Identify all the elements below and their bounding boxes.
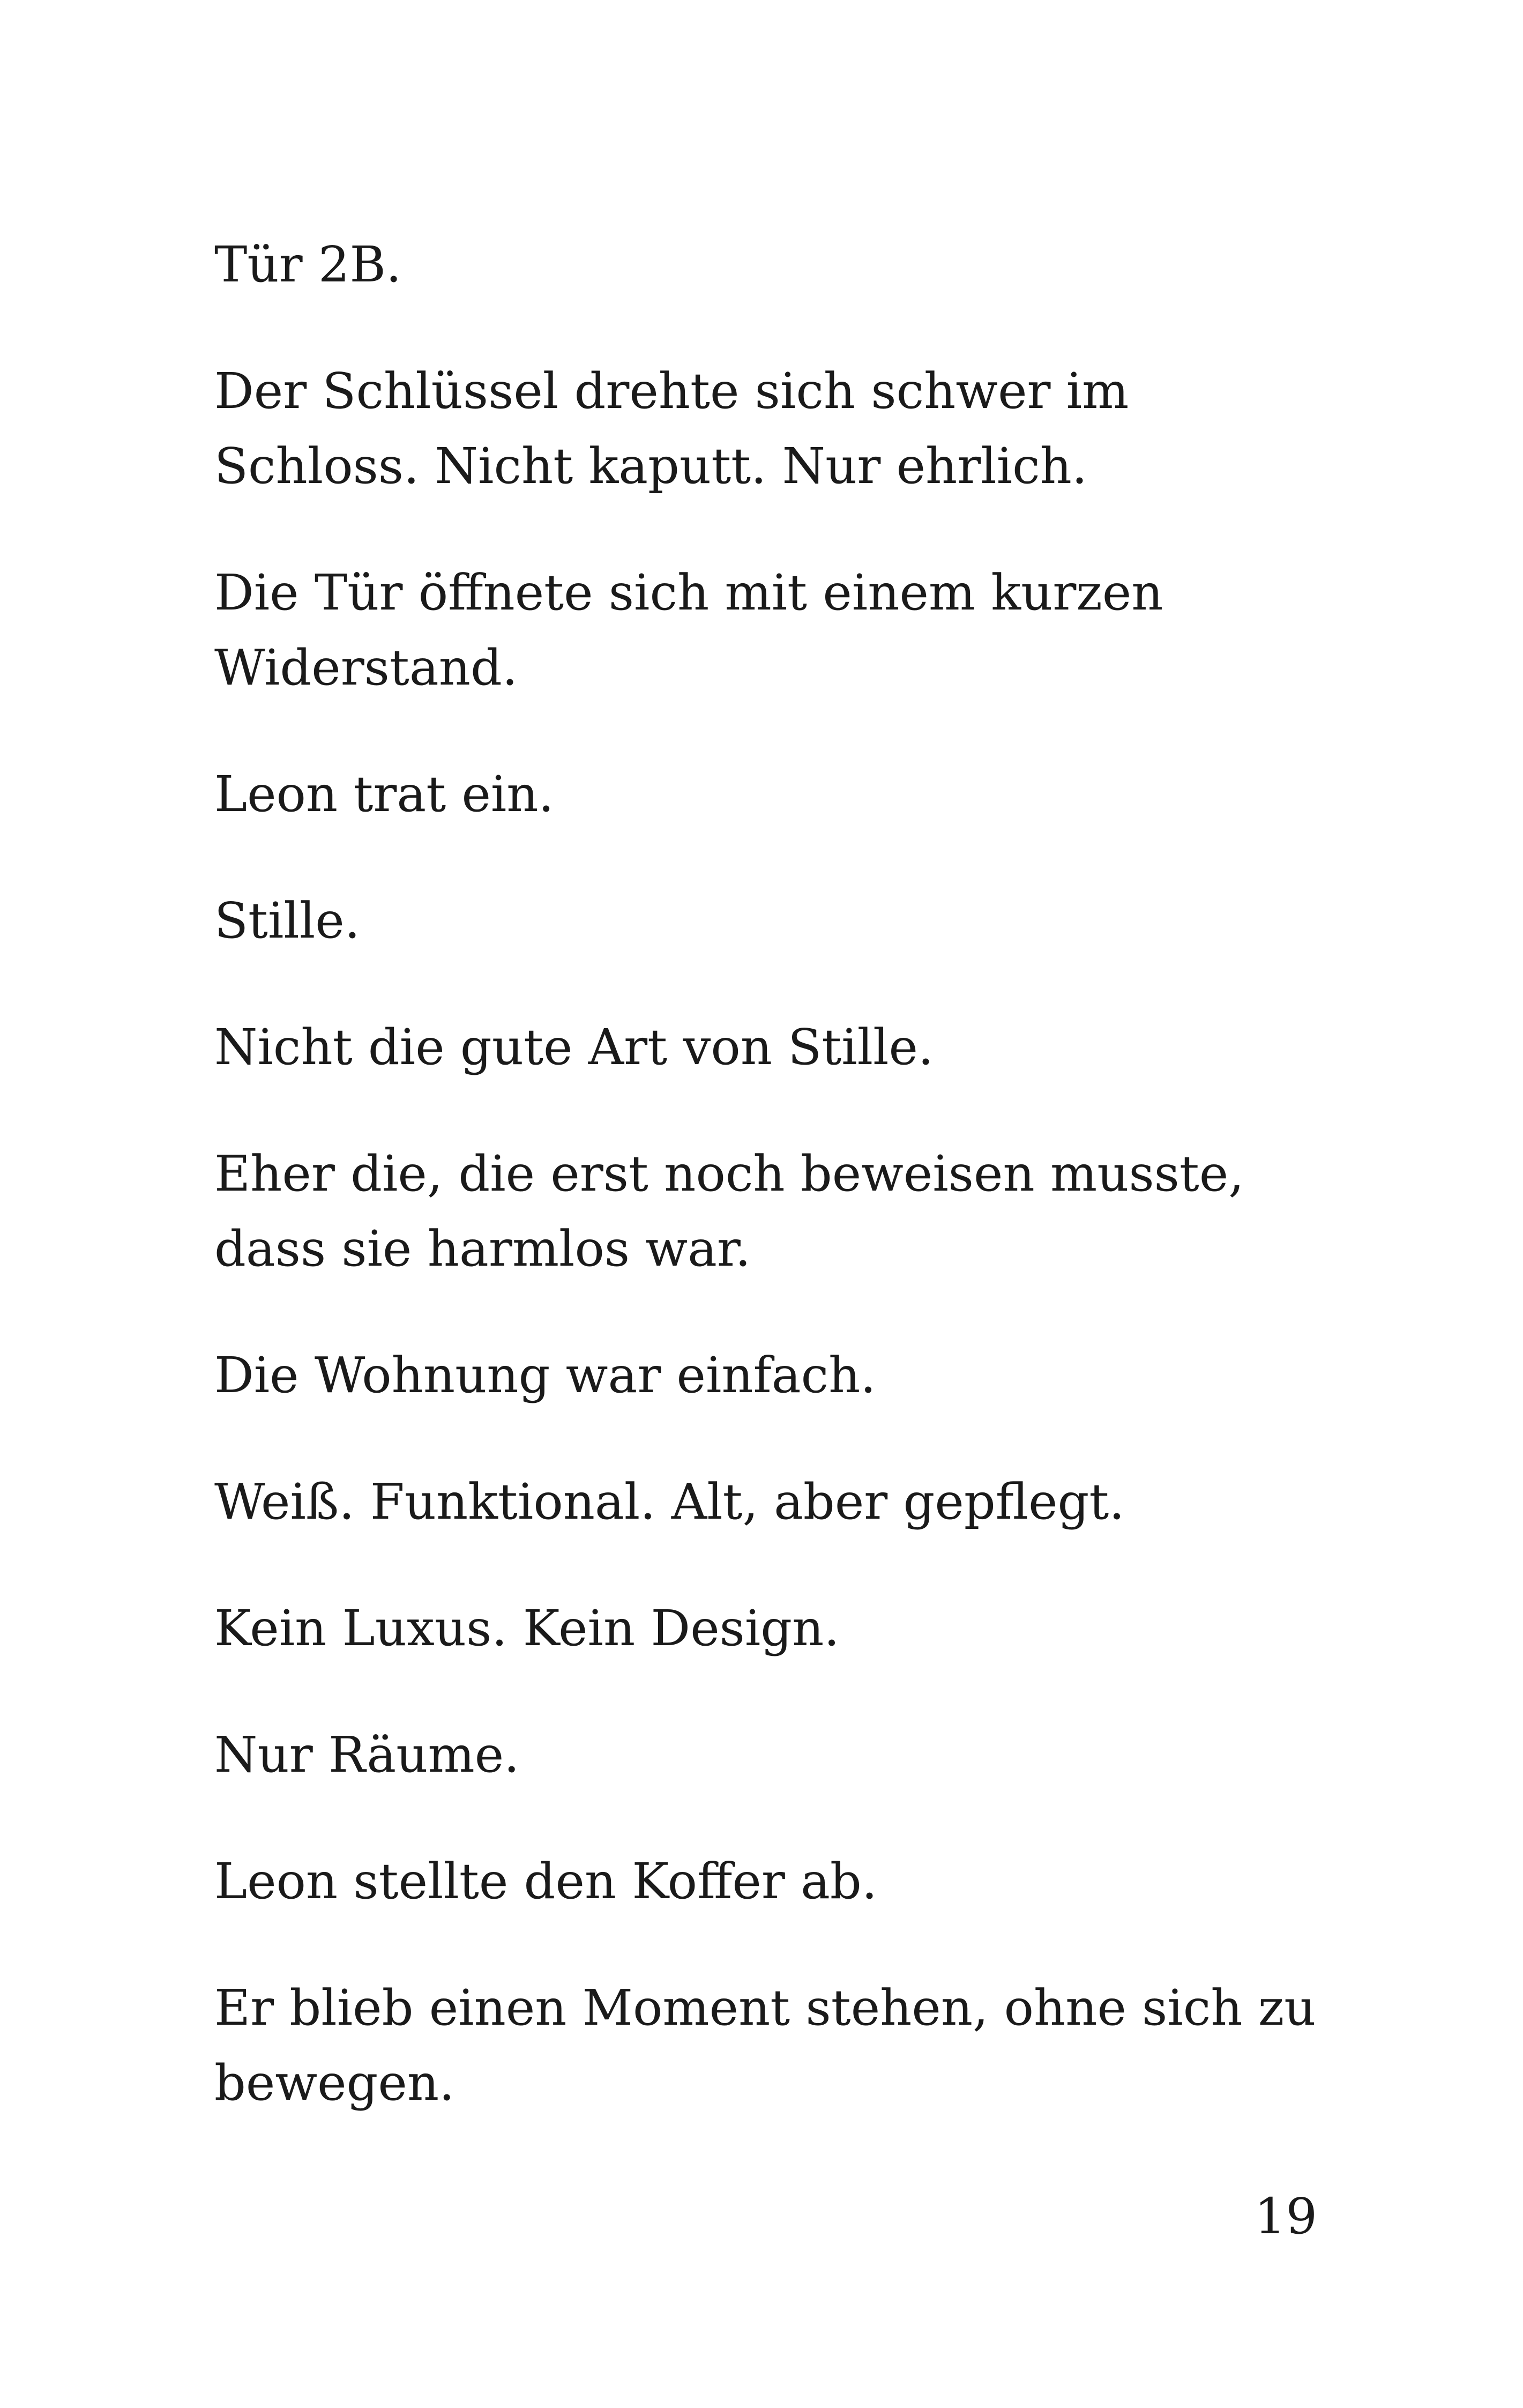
paragraph: Leon stellte den Koffer ab. [214,1853,878,1910]
paragraph: Leon trat ein. [214,765,554,823]
paragraph: Nur Räume. [214,1726,520,1783]
paragraph: Eher die, die erst noch beweisen musste, dass sie harmlos war. [214,1145,1244,1277]
body-text [214,227,1329,2172]
paragraph: Stille. [214,892,360,949]
paragraph: Die Wohnung war einfach. [214,1347,876,1404]
paragraph: Nicht die gute Art von Stille. [214,1019,934,1076]
paragraph: Der Schlüssel drehte sich schwer im Schloss. Nicht kaputt. Nur ehrlich. [214,362,1129,495]
paragraph: Er blieb einen Moment stehen, ohne sich zu bewegen. [214,1979,1316,2112]
paragraph: Die Tür öffnete sich mit einem kurzen Widerstand. [214,564,1163,696]
paragraph: Tür 2B. [214,236,402,293]
paragraph: Weiß. Funktional. Alt, aber gepflegt. [214,1473,1125,1530]
paragraph: Kein Luxus. Kein Design. [214,1600,840,1657]
page-number: 19 [1254,2188,1317,2245]
